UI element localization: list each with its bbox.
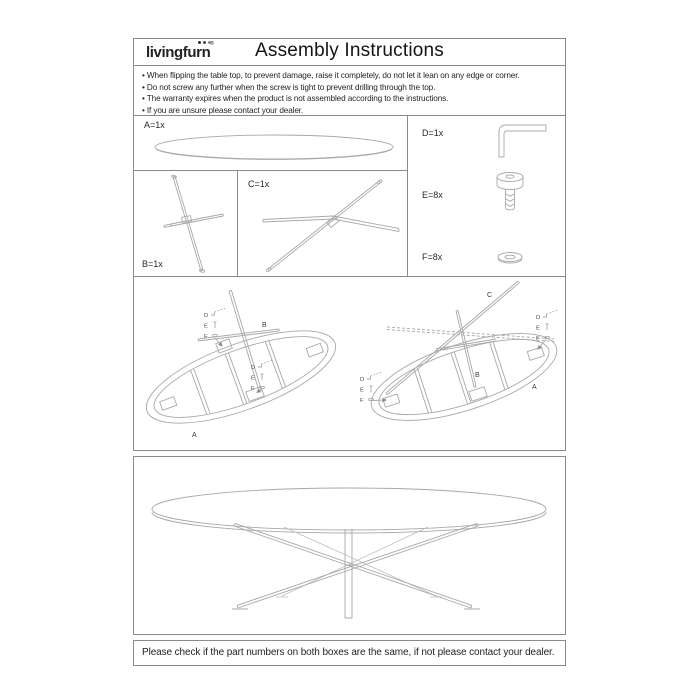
allen-key-icon: [492, 121, 550, 159]
hardware-box: [407, 115, 566, 277]
svg-text:F: F: [251, 386, 255, 392]
footer-note: Please check if the part numbers on both boxes are the same, if not please contact your dealer.: [142, 647, 555, 658]
part-f-label: F=8x: [422, 252, 443, 262]
step1-part-b-ref: B: [262, 322, 267, 329]
part-b-label: B=1x: [142, 259, 163, 269]
finished-table-box: [133, 456, 566, 635]
bolt-icon: [494, 168, 528, 214]
step2-fastener-callout-2: [360, 372, 386, 404]
part-a-box: [133, 115, 408, 171]
svg-text:F: F: [204, 334, 208, 340]
svg-text:F: F: [536, 336, 540, 342]
header-box: [133, 38, 566, 66]
step2-table-top: [360, 281, 565, 438]
svg-text:D: D: [536, 315, 541, 321]
page-title: Assembly Instructions: [255, 40, 444, 61]
warning-item: • The warranty expires when the product is not assembled according to the instructions.: [142, 93, 559, 105]
part-d-label: D=1x: [422, 128, 444, 138]
part-b-box: [133, 170, 238, 277]
table-top-drawing: [134, 116, 407, 170]
finished-table-drawing: [134, 457, 565, 634]
svg-text:D: D: [204, 313, 209, 319]
assembly-steps-drawing: [134, 277, 565, 450]
footer-box: [133, 640, 566, 666]
svg-text:E: E: [360, 387, 364, 394]
svg-text:E: E: [536, 325, 540, 332]
part-e-label: E=8x: [422, 190, 443, 200]
step2-part-b-ref: B: [475, 372, 480, 379]
part-c-label: C=1x: [248, 179, 270, 189]
step1-table-top: [136, 290, 347, 442]
logo-text: livingfurn: [146, 44, 211, 61]
warning-item: • When flipping the table top, to prevent damage, raise it completely, do not let it lean on any edge or corner.: [142, 70, 559, 82]
step2-part-a-ref: A: [532, 384, 537, 391]
step2-part-c-ref: C: [487, 292, 493, 299]
step1-part-a-ref: A: [192, 432, 197, 439]
svg-text:D: D: [251, 365, 256, 371]
assembly-steps-box: [133, 276, 566, 451]
svg-text:F: F: [360, 398, 364, 404]
svg-text:E: E: [204, 323, 208, 330]
warning-list: [142, 70, 559, 116]
warning-item: • If you are unsure please contact your dealer.: [142, 105, 559, 117]
svg-text:D: D: [360, 377, 365, 383]
registered-mark: ®: [210, 41, 215, 47]
warnings-box: [133, 65, 566, 116]
warning-item: • Do not screw any further when the screw is tight to prevent drilling through the top.: [142, 82, 559, 94]
step1-fastener-callout-2: [251, 360, 273, 393]
svg-text:E: E: [251, 375, 255, 382]
part-c-box: [237, 170, 408, 277]
part-a-label: A=1x: [144, 120, 165, 130]
washer-icon: [494, 250, 526, 266]
